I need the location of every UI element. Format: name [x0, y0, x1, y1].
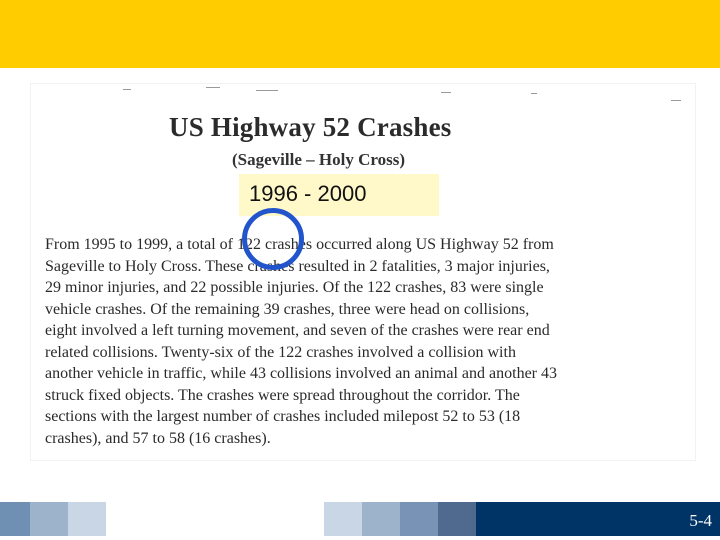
top-banner — [0, 0, 720, 68]
footer-underline — [0, 536, 720, 540]
paragraph-line: struck fixed objects. The crashes were spread throughout the corridor. The — [45, 386, 520, 404]
footer-block — [68, 502, 106, 536]
paragraph-line: another vehicle in traffic, while 43 collisions involved an animal and another 43 — [45, 365, 557, 382]
paragraph-line: Sageville to Holy Cross. These crashes resulted in 2 fatalities, 3 major injuries, — [45, 257, 550, 275]
document-subtitle: (Sageville – Holy Cross) — [232, 150, 405, 169]
paragraph-line: sections with the largest number of crashes included milepost 52 to 53 (18 — [45, 408, 521, 425]
footer-block — [106, 502, 324, 536]
footer-block — [324, 502, 362, 536]
scan-speck — [671, 100, 681, 101]
slide-number: 5-4 — [689, 511, 712, 530]
footer-block — [476, 502, 720, 536]
paragraph-line: vehicle crashes. Of the remaining 39 crashes, three were head on collisions, — [45, 300, 530, 318]
scanned-document — [30, 83, 696, 461]
paragraph-line: crashes), and 57 to 58 (16 crashes). — [45, 429, 271, 447]
footer-block — [30, 502, 68, 536]
footer-block — [438, 502, 476, 536]
footer-block — [362, 502, 400, 536]
document-title: US Highway 52 Crashes — [169, 112, 452, 142]
circle-highlight-icon — [242, 208, 304, 270]
scan-speck — [531, 93, 537, 94]
scan-speck — [206, 87, 220, 88]
paragraph-line: eight involved a left turning movement, and seven of the crashes were rear end — [45, 322, 550, 339]
paragraph-line: related collisions. Twenty-six of the 122 crashes involved a collision with — [45, 343, 516, 361]
date-range-label: 1996 - 2000 — [239, 174, 439, 216]
footer-block — [0, 502, 30, 536]
footer-color-strip — [0, 502, 720, 536]
scan-speck — [256, 90, 278, 91]
paragraph-line: 29 minor injuries, and 22 possible injuries. Of the 122 crashes, 83 were single — [45, 279, 544, 296]
document-paragraph — [45, 234, 685, 449]
scan-speck — [123, 89, 131, 90]
scan-speck — [441, 92, 451, 93]
footer-block — [400, 502, 438, 536]
paragraph-line: From 1995 to 1999, a total of 122 crashes occurred along US Highway 52 from — [45, 236, 554, 253]
